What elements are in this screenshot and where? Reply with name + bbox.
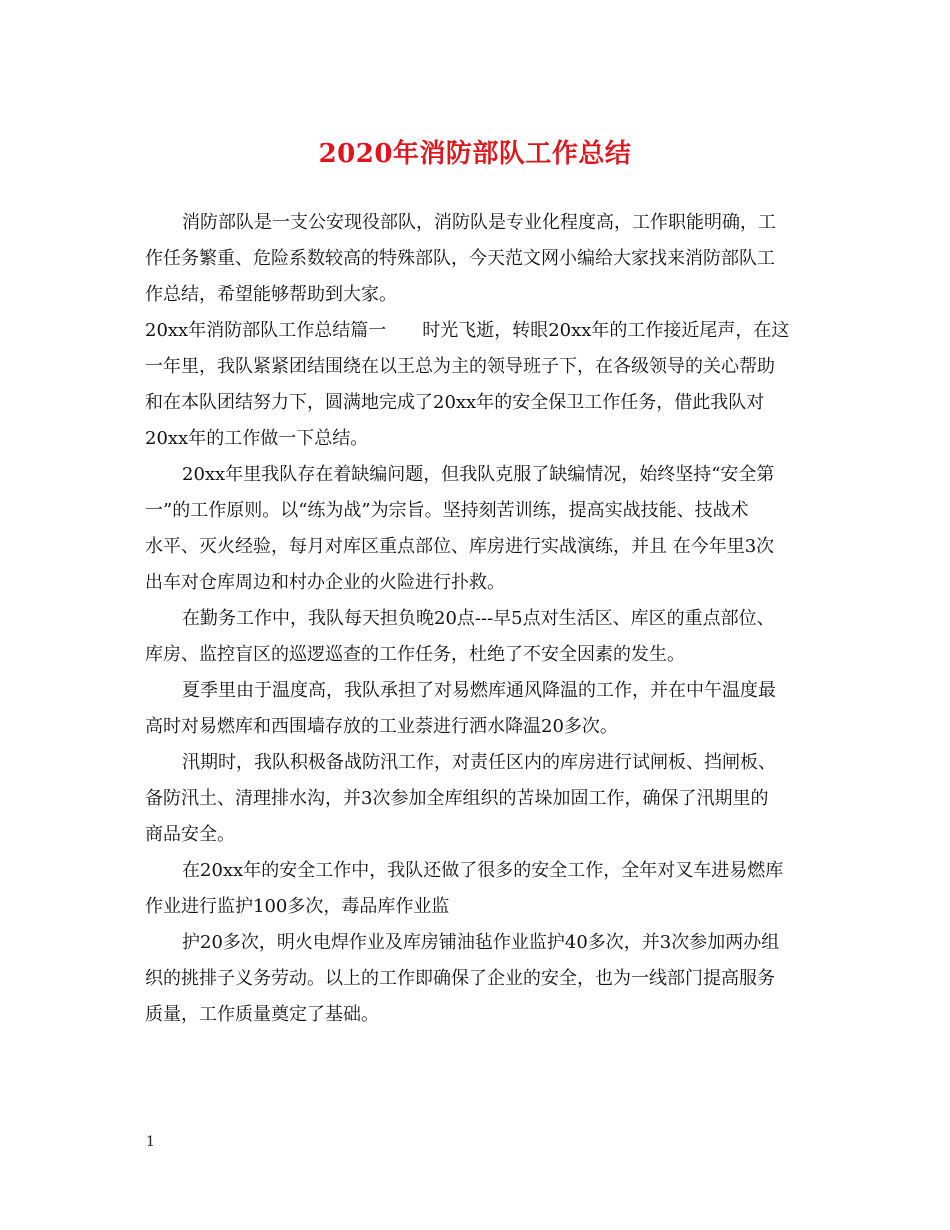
body-line: 20xx年里我队存在着缺编问题，但我队克服了缺编情况，始终坚持“安全第 bbox=[182, 464, 775, 485]
body-line: 质量，工作质量奠定了基础。 bbox=[145, 1004, 379, 1025]
document-body bbox=[145, 205, 807, 1033]
body-line: 20xx年的工作做一下总结。 bbox=[145, 428, 369, 449]
body-line: 备防汛土、清理排水沟，并3次参加全库组织的苫垛加固工作，确保了汛期里的 bbox=[145, 788, 769, 809]
page-number: 1 bbox=[146, 1134, 155, 1150]
body-line: 汛期时，我队积极备战防汛工作，对责任区内的库房进行试闸板、挡闸板、 bbox=[182, 752, 776, 773]
body-line: 织的挑排子义务劳动。以上的工作即确保了企业的安全，也为一线部门提高服务 bbox=[145, 968, 775, 989]
body-line: 在勤务工作中，我队每天担负晚20点---早5点对生活区、库区的重点部位、 bbox=[182, 608, 775, 629]
body-line: 出车对仓库周边和村办企业的火险进行扑救。 bbox=[145, 572, 505, 593]
body-line: 商品安全。 bbox=[145, 824, 235, 845]
body-line: 作业进行监护100多次，毒品库作业监 bbox=[145, 896, 450, 917]
body-line: 夏季里由于温度高，我队承担了对易燃库通风降温的工作，并在中午温度最 bbox=[182, 680, 776, 701]
body-line: 消防部队是一支公安现役部队，消防队是专业化程度高，工作职能明确，工 bbox=[182, 212, 776, 233]
body-line: 作总结，希望能够帮助到大家。 bbox=[145, 284, 397, 305]
body-line: 水平、灭火经验，每月对库区重点部位、库房进行实战演练，并且 在今年里3次 bbox=[145, 536, 775, 557]
body-line: 一”的工作原则。以“练为战”为宗旨。坚持刻苦训练，提高实战技能、技战术 bbox=[145, 500, 749, 521]
body-line: 20xx年消防部队工作总结篇一 时光飞逝，转眼20xx年的工作接近尾声，在这 bbox=[145, 320, 790, 341]
body-line: 库房、监控盲区的巡逻巡查的工作任务，杜绝了不安全因素的发生。 bbox=[145, 644, 685, 665]
document-title: 2020年消防部队工作总结 bbox=[318, 139, 632, 169]
body-line: 和在本队团结努力下，圆满地完成了20xx年的安全保卫工作任务，借此我队对 bbox=[145, 392, 765, 413]
body-line: 在20xx年的安全工作中，我队还做了很多的安全工作，全年对叉车进易燃库 bbox=[182, 860, 784, 881]
body-line: 一年里，我队紧紧团结围绕在以王总为主的领导班子下，在各级领导的关心帮助 bbox=[145, 356, 775, 377]
body-line: 高时对易燃库和西围墙存放的工业萘进行洒水降温20多次。 bbox=[145, 716, 618, 737]
body-line: 护20多次，明火电焊作业及库房铺油毡作业监护40多次，并3次参加两办组 bbox=[182, 932, 780, 953]
body-line: 作任务繁重、危险系数较高的特殊部队，今天范文网小编给大家找来消防部队工 bbox=[145, 248, 775, 269]
